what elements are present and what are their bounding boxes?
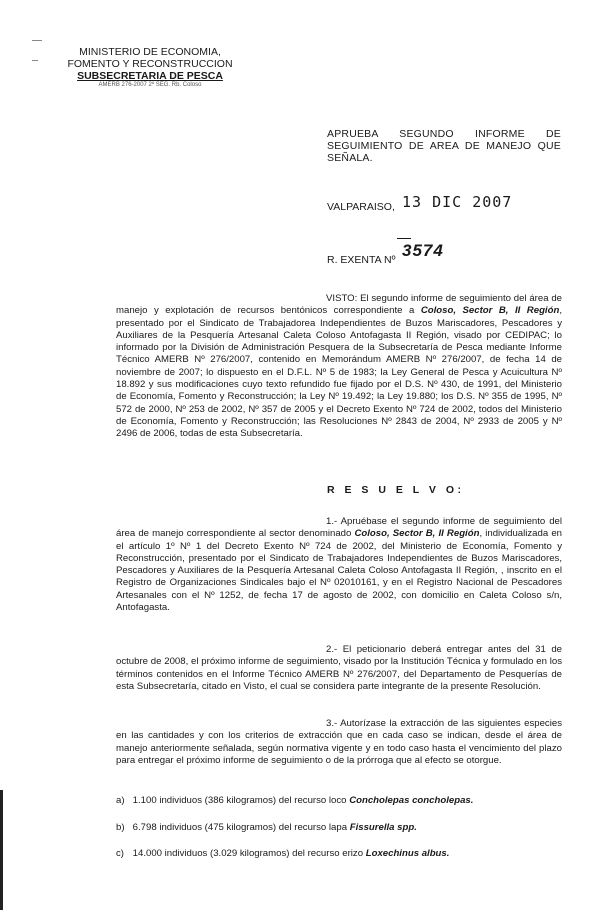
place-label: VALPARAISO, bbox=[327, 201, 395, 213]
item-text: 14.000 individuos (3.029 kilogramos) del recurso erizo bbox=[132, 848, 366, 859]
reference-code: AMERB 276-2007 2º SEG. Rb. Coloso bbox=[98, 82, 202, 88]
point-1-paragraph bbox=[116, 516, 562, 614]
ministry-name-line2: FOMENTO Y RECONSTRUCCION bbox=[67, 58, 233, 70]
ministry-name-line1: MINISTERIO DE ECONOMIA, bbox=[79, 46, 221, 58]
date-stamp: 13 DIC 2007 bbox=[402, 193, 513, 211]
item-label: b) bbox=[116, 822, 125, 833]
point-3-paragraph: 3.- Autorízase la extracción de las siguientes especies en las cantidades y con los criterios de extracción que en cada caso se indican, desde el área de manejo anteriormente señalada, según normativa vigente y en todo caso hasta el vencimiento del plazo para entregar el próximo informe de seguimiento o de la prórroga que al efecto se otorgue. bbox=[116, 718, 562, 766]
item-label: c) bbox=[116, 848, 124, 859]
point-1-intro: 1.- Apruébase el segundo informe de seguimiento del área de manejo correspondiente al sector denominado bbox=[116, 516, 562, 540]
scan-edge-mark bbox=[0, 790, 3, 910]
point-1-rest: , individualizada en el artículo 1º Nº 1 del Decreto Exento Nº 724 de 2002, del Ministerio de Economía, Fomento y Reconstrucción, presentado por el Sindicato de Trabajadores Independientes de Buzos Mariscadores, Pescadores y Auxiliares de la Pesquería Artesanal Caleta Coloso Antofagasta II Región, , inscrito en el Registro de Organizaciones Sindicales bajo el Nº 02010161, y en el Registro Nacional de Pescadores Artesanales con el Nº 1252, de fecha 17 de agosto de 2002, con domicilio en Caleta Coloso s/n, Antofagasta. bbox=[116, 528, 562, 614]
item-text: 6.798 individuos (475 kilogramos) del recurso lapa bbox=[132, 822, 350, 833]
list-item bbox=[116, 795, 473, 806]
document-title: APRUEBA SEGUNDO INFORME DE SEGUIMIENTO DE AREA DE MANEJO QUE SEÑALA. bbox=[327, 128, 561, 164]
ministry-header bbox=[64, 46, 236, 89]
list-item bbox=[116, 848, 449, 859]
item-text: 1.100 individuos (386 kilogramos) del recurso loco bbox=[132, 795, 350, 806]
list-item bbox=[116, 822, 417, 833]
point-1-area-name: Coloso, Sector B, II Región bbox=[354, 528, 480, 540]
resolution-number: 3574 bbox=[402, 241, 444, 260]
visto-intro: VISTO: El segundo informe de seguimiento del área de manejo y explotación de recursos bentónicos correspondiente a bbox=[116, 293, 562, 317]
item-species: Loxechinus albus. bbox=[365, 848, 450, 859]
resolution-label: R. EXENTA Nº bbox=[327, 254, 396, 266]
scan-mark bbox=[32, 60, 38, 61]
subsecretaria-name: SUBSECRETARIA DE PESCA bbox=[77, 70, 223, 82]
resuelvo-heading: R E S U E L V O: bbox=[327, 484, 465, 496]
visto-rest: , presentado por el Sindicato de Trabajadorea Independientes de Buzos Mariscadores, Pescadores y Auxiliares de la Pesquería Artesanal Caleta Coloso Antofagasta II Región, visado por CEDIPAC; lo informado por la División de Administración Pesquera de la Subsecretaría de Pesca mediante Informe Técnico AMERB Nº 276/2007, contenido en Memorándum AMERB Nº 276/2007, de fecha 14 de noviembre de 2007; lo dispuesto en el D.F.L. Nº 5 de 1983; la Ley General de Pesca y Acuicultura Nº 18.892 y sus modificaciones cuyo texto refundido fue fijado por el D.S. Nº 430, de 1991, del Ministerio de Economía, Fomento y Reconstrucción; la Ley Nº 19.492; la Ley 19.880; los D.S. Nº 355 de 1995, Nº 572 de 2000, Nº 253 de 2002, Nº 357 de 2005 y el Decreto Exento Nº 724 de 2002, todos del Ministerio de Economía, Fomento y Reconstrucción; las Resoluciones Nº 2843 de 2004, Nº 2933 de 2005 y Nº 2496 de 2006, todas de esta Subsecretaría. bbox=[116, 305, 562, 440]
visto-area-name: Coloso, Sector B, II Región bbox=[420, 305, 560, 317]
item-species: Concholepas concholepas. bbox=[349, 795, 474, 806]
scan-mark bbox=[32, 40, 42, 41]
visto-paragraph bbox=[116, 293, 562, 441]
item-label: a) bbox=[116, 795, 125, 806]
item-species: Fissurella spp. bbox=[349, 822, 417, 833]
point-2-paragraph: 2.- El peticionario deberá entregar antes del 31 de octubre de 2008, el próximo informe de seguimiento, visado por la Institución Técnica y formulado en los términos contenidos en el Informe Técnico AMERB Nº 276/2007, del Departamento de Pesquerías de esta Subsecretaría, citado en Visto, el cual se considera parte integrante de la presente Resolución. bbox=[116, 644, 562, 692]
number-dash bbox=[397, 238, 411, 239]
